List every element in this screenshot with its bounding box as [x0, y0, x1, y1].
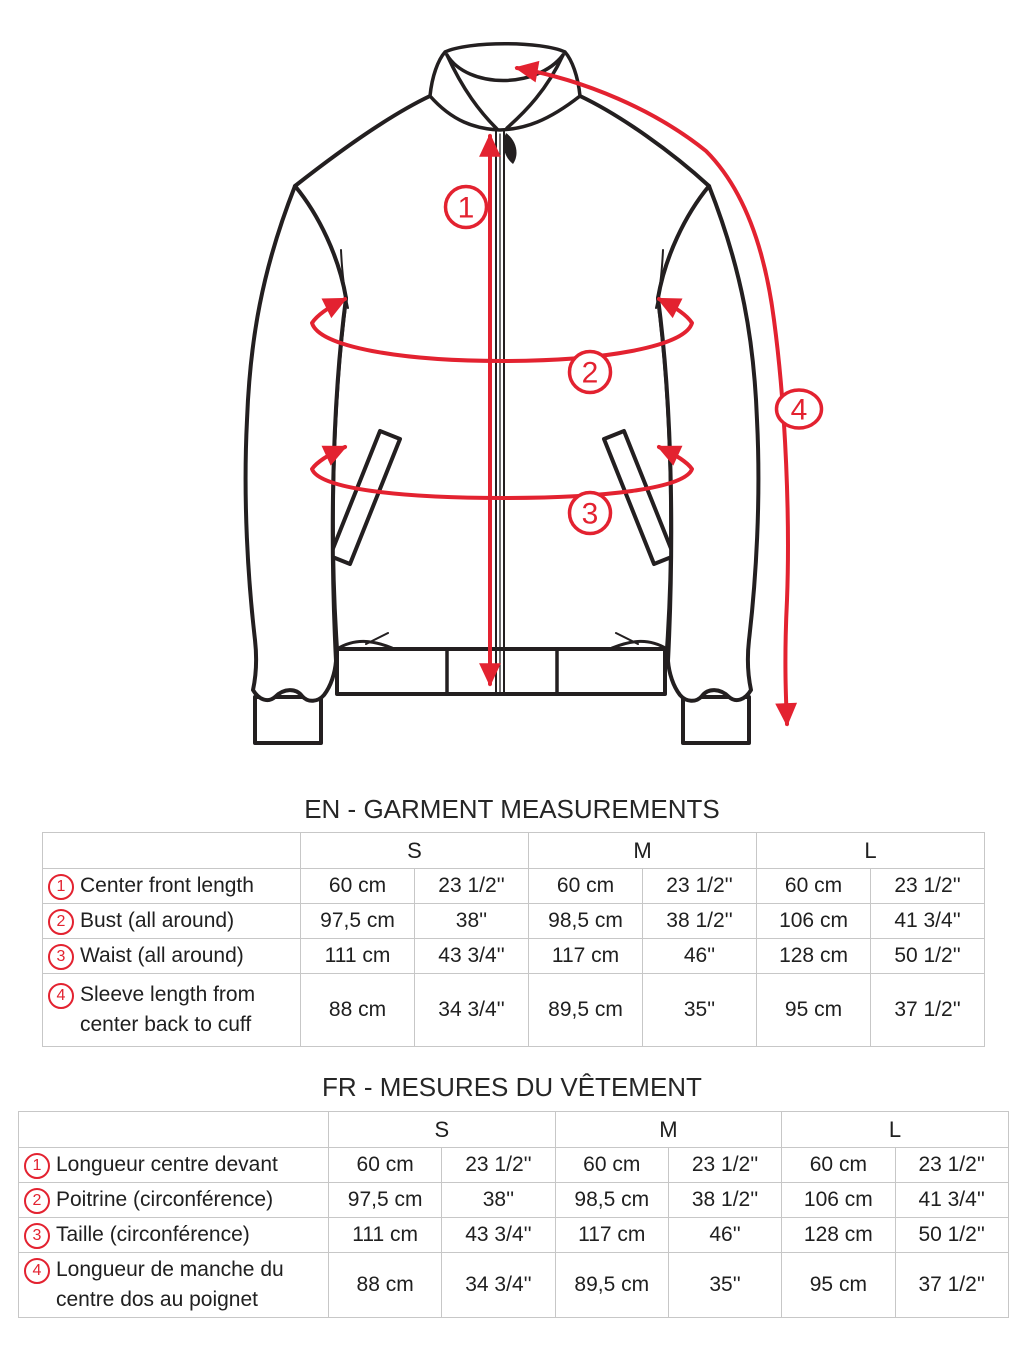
measurement-value: 38'': [442, 1183, 555, 1218]
fr-size-header-s: S: [329, 1112, 556, 1148]
row-label: Waist (all around): [80, 944, 244, 967]
row-label: Sleeve length from center back to cuff: [80, 983, 256, 1036]
en-table-title: EN - GARMENT MEASUREMENTS: [304, 794, 720, 824]
row-number-badge: 4: [24, 1258, 50, 1284]
left-cuff: [255, 697, 321, 743]
measurement-value: 35'': [668, 1253, 781, 1318]
measurement-value: 98,5 cm: [555, 1183, 668, 1218]
en-corner-cell: [43, 833, 301, 869]
measurement-value: 23 1/2'': [668, 1148, 781, 1183]
measurement-value: 88 cm: [301, 974, 415, 1047]
row-number-badge: 3: [48, 944, 74, 970]
fr-corner-cell: [19, 1112, 329, 1148]
measurement-value: 98,5 cm: [529, 904, 643, 939]
measurement-value: 117 cm: [529, 939, 643, 974]
measurement-value: 38'': [415, 904, 529, 939]
en-measurements-table: [42, 832, 985, 1047]
en-row-sleeve-length: [43, 974, 985, 1047]
en-size-header-s: S: [301, 833, 529, 869]
measurement-value: 97,5 cm: [329, 1183, 442, 1218]
row-number-badge: 1: [24, 1153, 50, 1179]
measurement-value: 97,5 cm: [301, 904, 415, 939]
measurement-value: 60 cm: [329, 1148, 442, 1183]
measurement-value: 41 3/4'': [895, 1183, 1008, 1218]
measurement-value: 46'': [668, 1218, 781, 1253]
measurement-value: 38 1/2'': [668, 1183, 781, 1218]
fr-measurements-table: [18, 1111, 1009, 1318]
fr-row-longueur-devant: [19, 1148, 1009, 1183]
left-shoulder-seam: [295, 96, 430, 186]
measurement-value: 34 3/4'': [415, 974, 529, 1047]
fr-row-poitrine: [19, 1183, 1009, 1218]
measurement-value: 37 1/2'': [871, 974, 985, 1047]
measurement-value: 38 1/2'': [643, 904, 757, 939]
callout-1-number: 1: [457, 191, 475, 225]
row-label: Poitrine (circonférence): [56, 1188, 274, 1211]
row-label-cell: [19, 1183, 329, 1218]
bust-girth-arrow: [312, 299, 692, 361]
collar-outline: [430, 44, 580, 130]
measurement-value: 106 cm: [757, 904, 871, 939]
measurement-value: 60 cm: [757, 869, 871, 904]
measurement-value: 60 cm: [555, 1148, 668, 1183]
callout-2-number: 2: [581, 356, 599, 390]
measurement-value: 106 cm: [782, 1183, 895, 1218]
right-cuff: [683, 697, 749, 743]
measurement-value: 35'': [643, 974, 757, 1047]
row-label-cell: [43, 974, 301, 1047]
row-label: Center front length: [80, 874, 254, 897]
measurement-value: 117 cm: [555, 1218, 668, 1253]
row-label-cell: [43, 939, 301, 974]
fr-size-header-m: M: [555, 1112, 782, 1148]
row-number-badge: 1: [48, 874, 74, 900]
callout-4-number: 4: [790, 393, 808, 427]
row-label: Taille (circonférence): [56, 1223, 250, 1246]
measurement-value: 23 1/2'': [871, 869, 985, 904]
row-label: Longueur de manche du centre dos au poignet: [56, 1258, 284, 1311]
measurement-value: 95 cm: [757, 974, 871, 1047]
measurement-value: 34 3/4'': [442, 1253, 555, 1318]
fr-row-longueur-manche: [19, 1253, 1009, 1318]
row-label: Bust (all around): [80, 909, 235, 932]
measurement-value: 60 cm: [529, 869, 643, 904]
measurement-value: 23 1/2'': [442, 1148, 555, 1183]
row-label-cell: [43, 904, 301, 939]
zipper-pull: [504, 133, 517, 164]
measurement-value: 43 3/4'': [442, 1218, 555, 1253]
en-header-row: [43, 833, 985, 869]
row-label: Longueur centre devant: [56, 1153, 278, 1176]
row-label-cell: [19, 1148, 329, 1183]
en-row-bust: [43, 904, 985, 939]
fr-header-row: [19, 1112, 1009, 1148]
measurement-value: 41 3/4'': [871, 904, 985, 939]
en-row-waist: [43, 939, 985, 974]
measurement-value: 111 cm: [301, 939, 415, 974]
measurement-value: 60 cm: [301, 869, 415, 904]
left-sleeve: [246, 186, 346, 701]
measurement-value: 88 cm: [329, 1253, 442, 1318]
measurement-value: 23 1/2'': [895, 1148, 1008, 1183]
row-number-badge: 2: [48, 909, 74, 935]
measurement-value: 128 cm: [757, 939, 871, 974]
right-sleeve: [658, 186, 758, 701]
callout-3-number: 3: [581, 497, 599, 531]
measurement-value: 128 cm: [782, 1218, 895, 1253]
measurement-value: 37 1/2'': [895, 1253, 1008, 1318]
measurement-value: 111 cm: [329, 1218, 442, 1253]
row-number-badge: 4: [48, 983, 74, 1009]
measurement-value: 60 cm: [782, 1148, 895, 1183]
en-row-center-front-length: [43, 869, 985, 904]
waistband: [337, 649, 665, 694]
en-size-header-l: L: [757, 833, 985, 869]
measurement-value: 50 1/2'': [895, 1218, 1008, 1253]
measurement-value: 89,5 cm: [555, 1253, 668, 1318]
measurement-value: 23 1/2'': [643, 869, 757, 904]
row-label-cell: [19, 1218, 329, 1253]
fr-size-header-l: L: [782, 1112, 1009, 1148]
fr-table-title: FR - MESURES DU VÊTEMENT: [322, 1072, 702, 1102]
row-label-cell: [43, 869, 301, 904]
measurement-value: 50 1/2'': [871, 939, 985, 974]
measurement-value: 89,5 cm: [529, 974, 643, 1047]
measurement-value: 23 1/2'': [415, 869, 529, 904]
measurement-value: 43 3/4'': [415, 939, 529, 974]
measurement-value: 46'': [643, 939, 757, 974]
row-number-badge: 3: [24, 1223, 50, 1249]
row-label-cell: [19, 1253, 329, 1318]
measurement-value: 95 cm: [782, 1253, 895, 1318]
jacket-line-art: [246, 44, 759, 743]
row-number-badge: 2: [24, 1188, 50, 1214]
fr-row-taille: [19, 1218, 1009, 1253]
en-size-header-m: M: [529, 833, 757, 869]
